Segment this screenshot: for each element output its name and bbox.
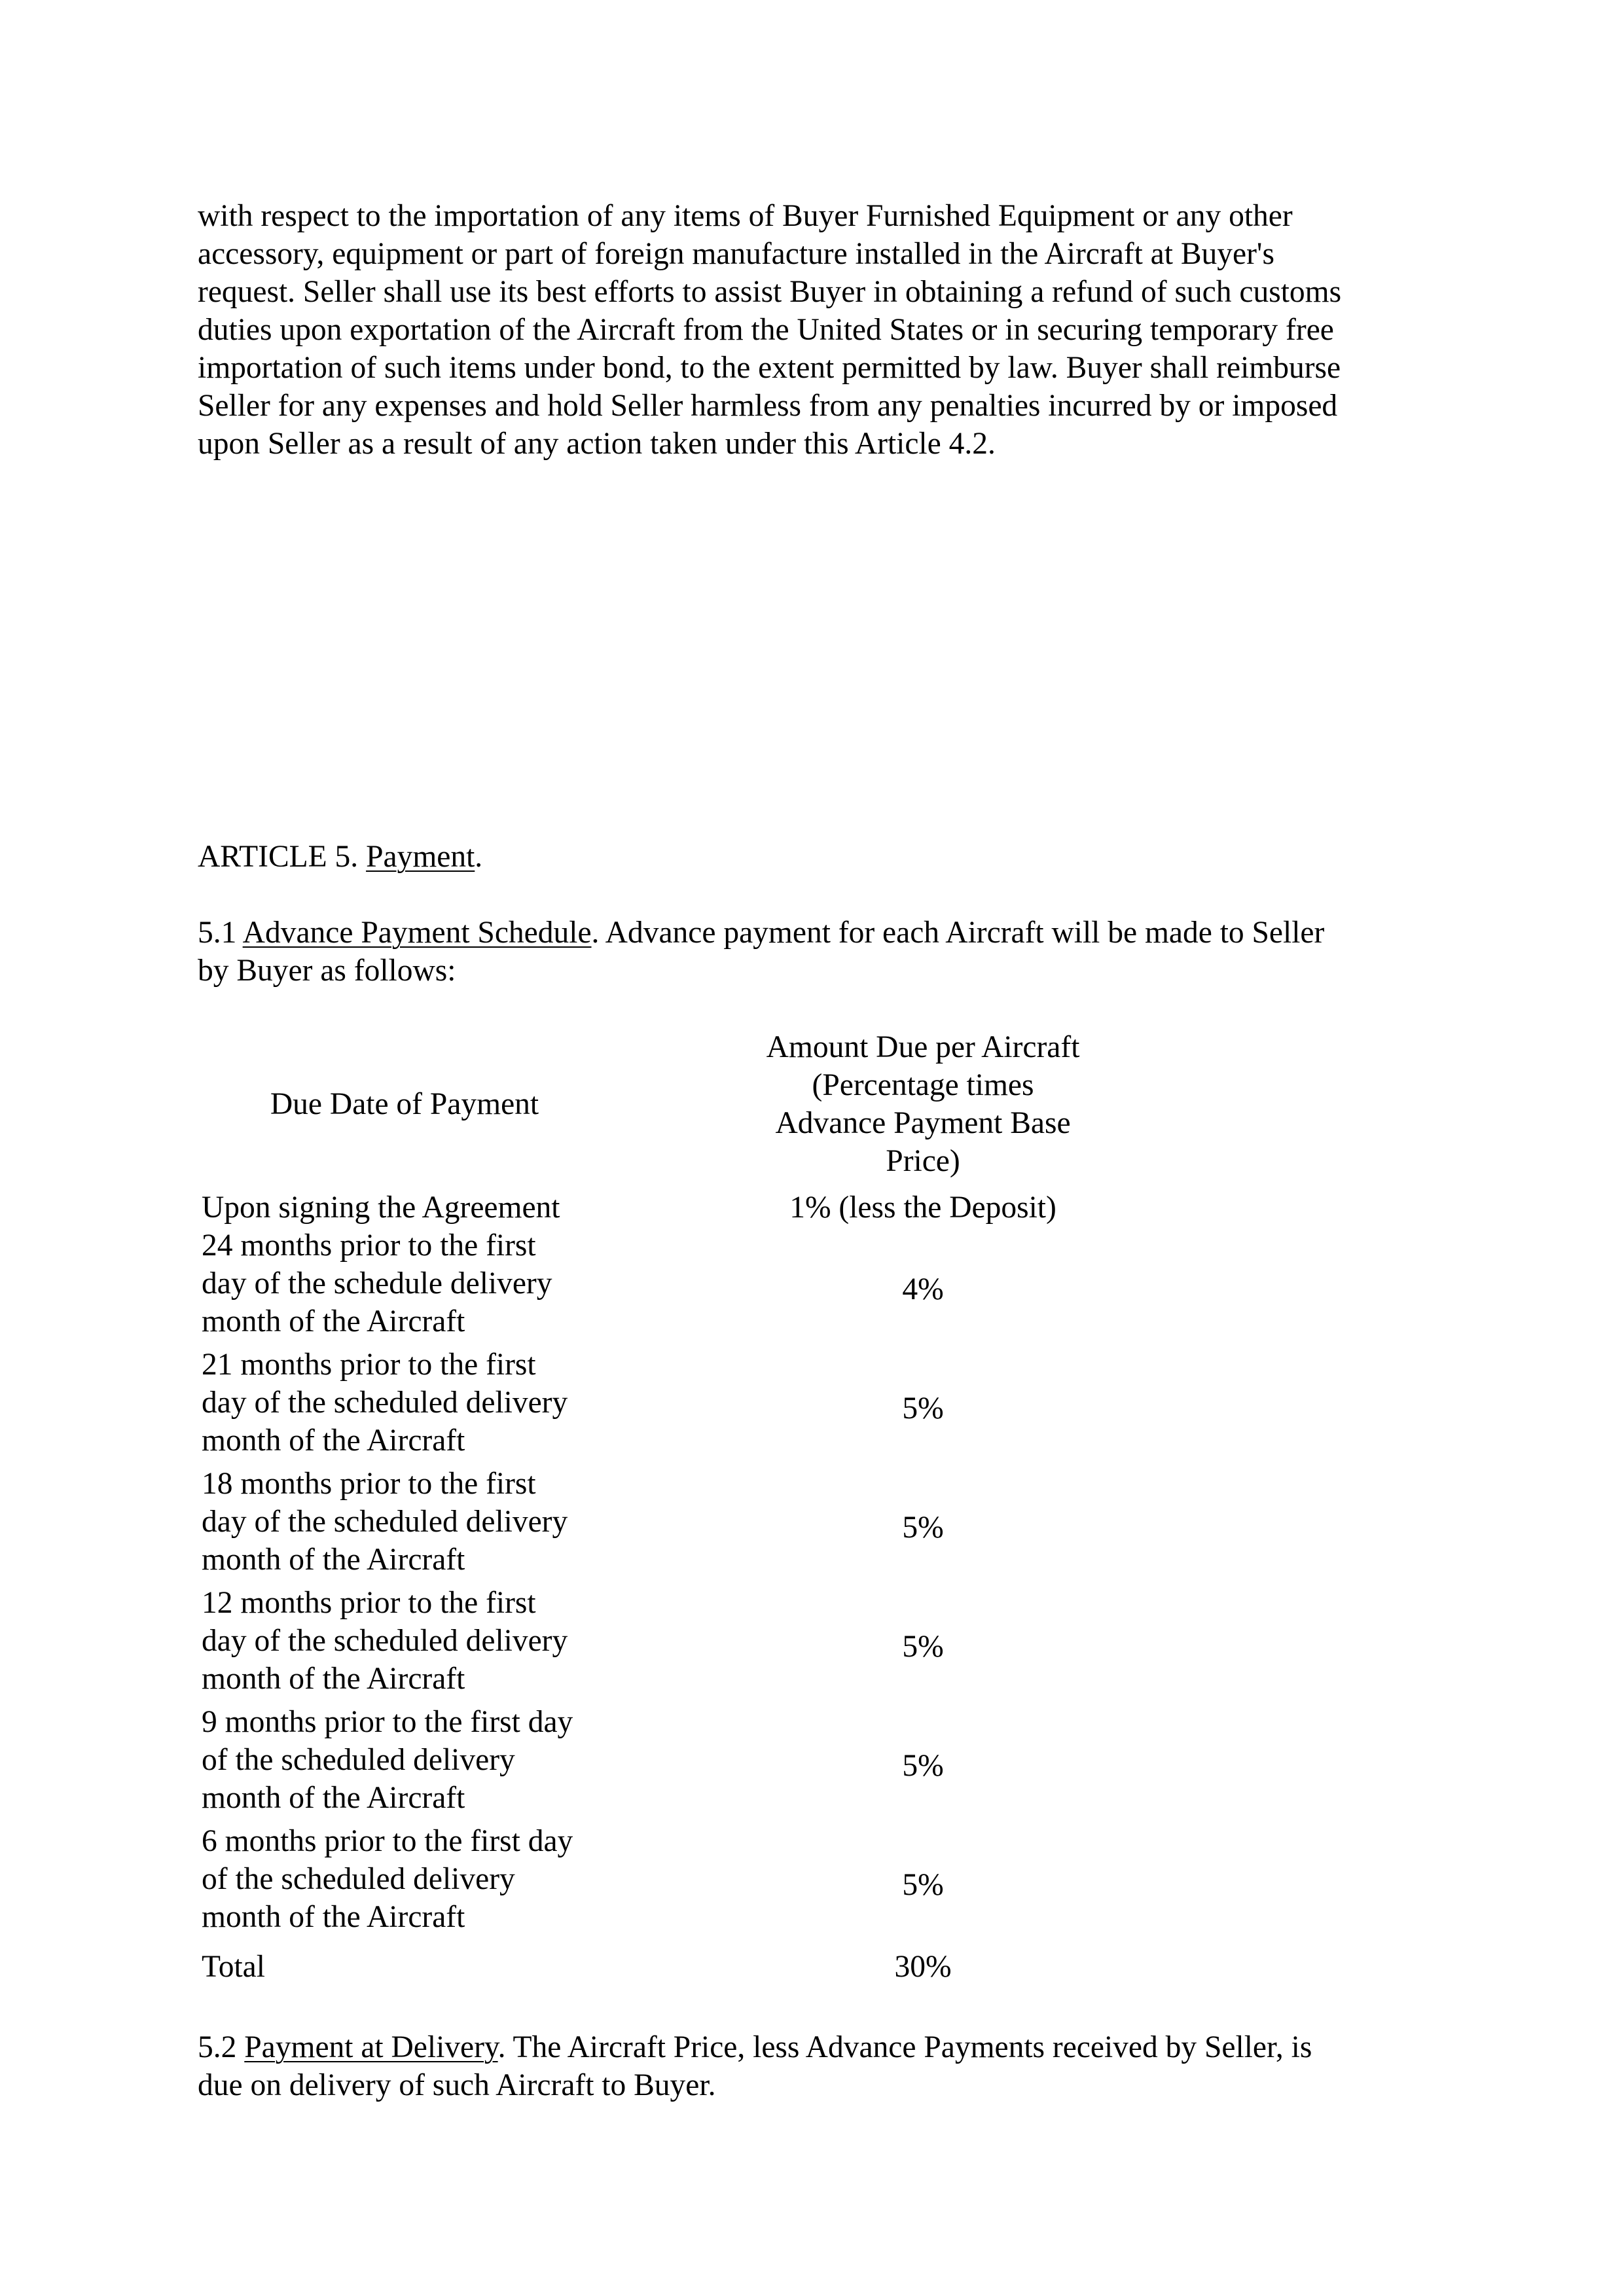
table-cell-due: 9 months prior to the first day of the scheduled delivery month of the Aircraft	[202, 1705, 573, 1815]
section-5-2	[198, 2028, 1441, 2104]
article-suffix: .	[475, 840, 483, 874]
table-cell-due: 18 months prior to the first day of the scheduled delivery month of the Aircraft	[202, 1467, 568, 1577]
section-text: by Buyer as follows:	[198, 954, 456, 988]
table-cell-due: Upon signing the Agreement	[202, 1191, 560, 1225]
article-prefix: ARTICLE 5.	[198, 840, 367, 874]
table-cell-total-label: Total	[202, 1950, 265, 1984]
table-cell-amount: 5%	[902, 1391, 944, 1426]
table-cell-due: 21 months prior to the first day of the scheduled delivery month of the Aircraft	[202, 1348, 568, 1458]
table-cell-due: 12 months prior to the first day of the scheduled delivery month of the Aircraft	[202, 1586, 568, 1696]
intro-line: request. Seller shall use its best efforts to assist Buyer in obtaining a refund of such customs	[198, 275, 1342, 309]
intro-line: accessory, equipment or part of foreign manufacture installed in the Aircraft at Buyer's	[198, 237, 1274, 271]
section-number: 5.2	[198, 2030, 245, 2064]
table-cell-amount: 5%	[902, 1868, 944, 1902]
article-title: Payment	[366, 840, 475, 874]
table-cell-due: 24 months prior to the first day of the schedule delivery month of the Aircraft	[202, 1229, 552, 1338]
intro-line: duties upon exportation of the Aircraft from the United States or in securing temporary free	[198, 313, 1334, 347]
intro-line: with respect to the importation of any items of Buyer Furnished Equipment or any other	[198, 199, 1293, 233]
section-text: . Advance payment for each Aircraft will be made to Seller	[591, 916, 1325, 950]
section-number: 5.1	[198, 916, 243, 950]
section-text: due on delivery of such Aircraft to Buyer.	[198, 2068, 716, 2102]
section-title: Payment at Delivery	[244, 2030, 498, 2064]
table-cell-amount: 4%	[902, 1272, 944, 1306]
intro-line: upon Seller as a result of any action taken under this Article 4.2.	[198, 427, 996, 461]
table-cell-amount: 5%	[902, 1511, 944, 1545]
table-cell-due: 6 months prior to the first day of the scheduled delivery month of the Aircraft	[202, 1824, 573, 1934]
intro-paragraph	[198, 197, 1441, 463]
article-heading	[198, 838, 1441, 876]
intro-line: importation of such items under bond, to the extent permitted by law. Buyer shall reimburse	[198, 351, 1341, 385]
intro-line: Seller for any expenses and hold Seller harmless from any penalties incurred by or imposed	[198, 389, 1338, 423]
table-cell-amount: 1% (less the Deposit)	[789, 1191, 1056, 1225]
section-title: Advance Payment Schedule	[242, 916, 592, 950]
table-header-amount: Amount Due per Aircraft (Percentage times Advance Payment Base Price)	[766, 1030, 1080, 1178]
table-cell-amount: 5%	[902, 1749, 944, 1783]
table-cell-amount: 5%	[902, 1630, 944, 1664]
table-header-due: Due Date of Payment	[270, 1087, 539, 1121]
section-text: . The Aircraft Price, less Advance Payments received by Seller, is	[497, 2030, 1312, 2064]
section-5-1	[198, 914, 1441, 990]
table-cell-total-amount: 30%	[894, 1950, 952, 1984]
